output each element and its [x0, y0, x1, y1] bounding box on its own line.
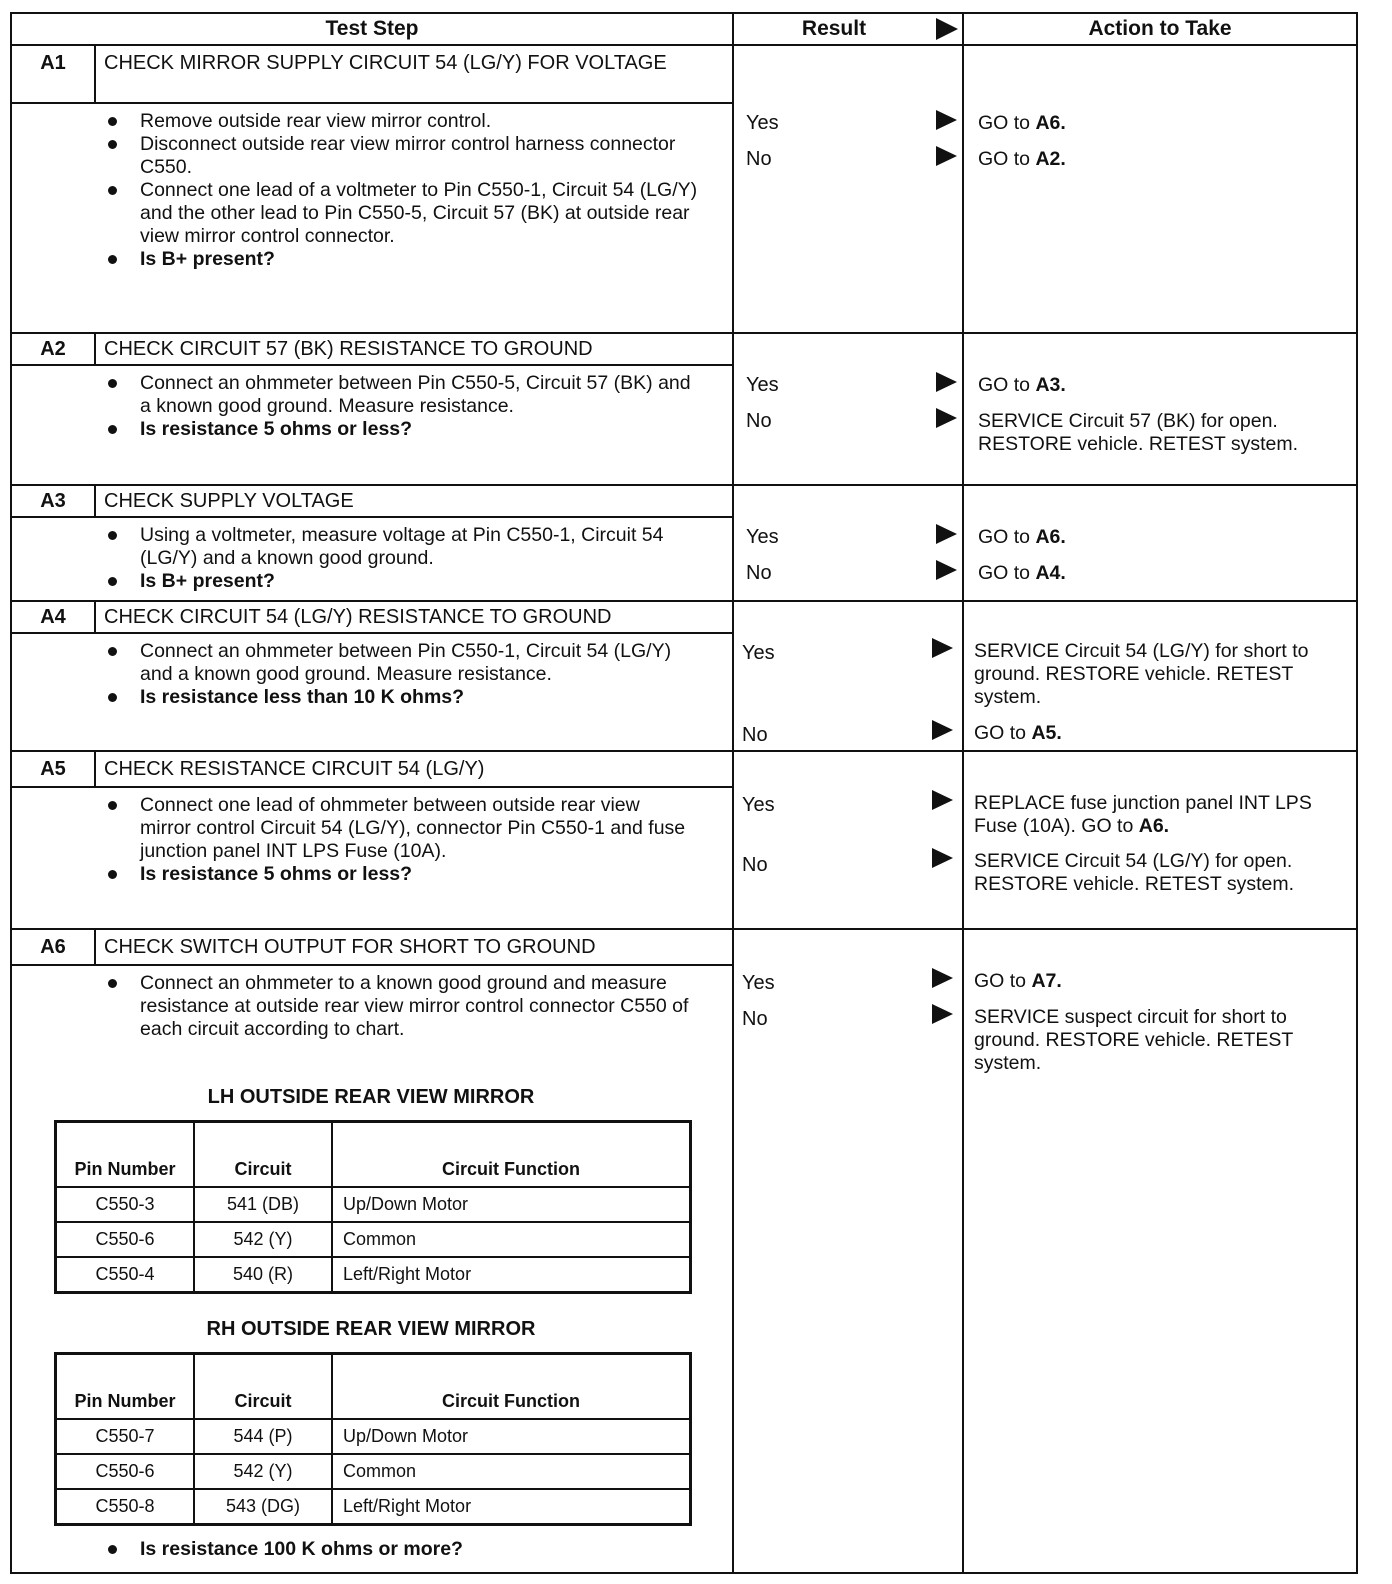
- action-yes-a2: GO to A3.: [978, 374, 1066, 396]
- title-rule-a4: [12, 632, 732, 634]
- id-divider-a6: [94, 930, 96, 966]
- step-title-a1: CHECK MIRROR SUPPLY CIRCUIT 54 (LG/Y) FOR VOLTAGE: [104, 52, 667, 74]
- bullet-a4-1: Connect an ohmmeter between Pin C550-1, Circuit 54 (LG/Y) and a known good ground. Measure resistance.: [104, 640, 704, 686]
- function-cell: Common: [332, 1222, 691, 1257]
- lh-mirror-table: [54, 1120, 692, 1294]
- step-title-a6: CHECK SWITCH OUTPUT FOR SHORT TO GROUND: [104, 936, 596, 958]
- action-no-a6: SERVICE suspect circuit for short to ground. RESTORE vehicle. RETEST system.: [974, 1006, 1293, 1074]
- bullets-a1: [104, 110, 714, 271]
- result-yes-a4: Yes: [742, 642, 775, 664]
- row-rule-a2: [12, 484, 1356, 486]
- arrow-icon: [936, 524, 957, 544]
- question-a4: Is resistance less than 10 K ohms?: [104, 686, 704, 709]
- step-title-a5: CHECK RESISTANCE CIRCUIT 54 (LG/Y): [104, 758, 485, 780]
- arrow-icon: [932, 968, 953, 988]
- function-cell: Up/Down Motor: [332, 1419, 691, 1454]
- result-no-a5: No: [742, 854, 768, 876]
- bullets-a2: [104, 372, 704, 441]
- bullets-a6: [104, 972, 704, 1041]
- arrow-icon: [936, 372, 957, 392]
- action-yes-a4: SERVICE Circuit 54 (LG/Y) for short to ground. RESTORE vehicle. RETEST system.: [974, 640, 1309, 708]
- table-row: [56, 1419, 691, 1454]
- step-id-a4: A4: [40, 606, 66, 628]
- action-yes-a1: GO to A6.: [978, 112, 1066, 134]
- table-row: [56, 1257, 691, 1293]
- step-id-a3: A3: [40, 490, 66, 512]
- col-circuit-function: Circuit Function: [332, 1354, 691, 1420]
- header-result: Result: [801, 17, 867, 40]
- title-rule-a1: [12, 102, 732, 104]
- arrow-icon: [932, 1004, 953, 1024]
- action-no-a1: GO to A2.: [978, 148, 1066, 170]
- table-row: [56, 1187, 691, 1222]
- arrow-icon: [932, 790, 953, 810]
- arrow-icon: [932, 848, 953, 868]
- circuit-cell: 542 (Y): [194, 1454, 332, 1489]
- result-yes-a2: Yes: [746, 374, 779, 396]
- step-id-a6: A6: [40, 936, 66, 958]
- action-yes-a3: GO to A6.: [978, 526, 1066, 548]
- result-yes-a3: Yes: [746, 526, 779, 548]
- arrow-icon: [932, 720, 953, 740]
- bullet-a5-1: Connect one lead of ohmmeter between outside rear view mirror control Circuit 54 (LG/Y), connector Pin C550-1 and fuse junction panel INT LPS Fuse (10A).: [104, 794, 694, 863]
- action-yes-a6: GO to A7.: [974, 970, 1062, 992]
- col-circuit: Circuit: [194, 1122, 332, 1188]
- bullets-a6-final: [104, 1538, 704, 1561]
- bullet-a3-1: Using a voltmeter, measure voltage at Pin C550-1, Circuit 54 (LG/Y) and a known good ground.: [104, 524, 714, 570]
- id-divider-a2: [94, 334, 96, 366]
- result-yes-a5: Yes: [742, 794, 775, 816]
- pin-cell: C550-6: [56, 1222, 195, 1257]
- col-circuit: Circuit: [194, 1354, 332, 1420]
- step-id-a5: A5: [40, 758, 66, 780]
- pin-cell: C550-6: [56, 1454, 195, 1489]
- header-rule: [12, 44, 1356, 46]
- circuit-cell: 541 (DB): [194, 1187, 332, 1222]
- arrow-icon: [936, 146, 957, 166]
- question-a1: Is B+ present?: [104, 248, 714, 271]
- arrow-icon: [936, 560, 957, 580]
- col-circuit-function: Circuit Function: [332, 1122, 691, 1188]
- table-row: [56, 1454, 691, 1489]
- col-pin-number: Pin Number: [56, 1122, 195, 1188]
- result-yes-a6: Yes: [742, 972, 775, 994]
- bullets-a5: [104, 794, 694, 886]
- step-id-a1: A1: [40, 52, 66, 74]
- id-divider-a5: [94, 752, 96, 788]
- rh-mirror-table: [54, 1352, 692, 1526]
- row-rule-a4: [12, 750, 1356, 752]
- id-divider-a4: [94, 602, 96, 634]
- bullets-a3: [104, 524, 714, 593]
- pin-cell: C550-3: [56, 1187, 195, 1222]
- pin-cell: C550-4: [56, 1257, 195, 1293]
- action-no-a4: GO to A5.: [974, 722, 1062, 744]
- step-title-a4: CHECK CIRCUIT 54 (LG/Y) RESISTANCE TO GROUND: [104, 606, 612, 628]
- row-rule-a3: [12, 600, 1356, 602]
- function-cell: Left/Right Motor: [332, 1489, 691, 1525]
- result-no-a1: No: [746, 148, 772, 170]
- result-no-a2: No: [746, 410, 772, 432]
- action-no-a2: SERVICE Circuit 57 (BK) for open. RESTORE vehicle. RETEST system.: [978, 410, 1299, 455]
- step-title-a3: CHECK SUPPLY VOLTAGE: [104, 490, 354, 512]
- row-rule-a1: [12, 332, 1356, 334]
- bullet-a1-2: Disconnect outside rear view mirror control harness connector C550.: [104, 133, 714, 179]
- circuit-cell: 540 (R): [194, 1257, 332, 1293]
- result-no-a6: No: [742, 1008, 768, 1030]
- col-pin-number: Pin Number: [56, 1354, 195, 1420]
- title-rule-a6: [12, 964, 732, 966]
- table-row: [56, 1222, 691, 1257]
- header-test-step: Test Step: [325, 17, 419, 40]
- header-arrow-icon: [936, 18, 958, 40]
- bullet-a1-3: Connect one lead of a voltmeter to Pin C550-1, Circuit 54 (LG/Y) and the other lead to Pin C550-5, Circuit 57 (BK) at outside rear view mirror control connector.: [104, 179, 714, 248]
- circuit-cell: 544 (P): [194, 1419, 332, 1454]
- bullets-a4: [104, 640, 704, 709]
- circuit-cell: 542 (Y): [194, 1222, 332, 1257]
- function-cell: Up/Down Motor: [332, 1187, 691, 1222]
- question-a3: Is B+ present?: [104, 570, 714, 593]
- table-row: [56, 1489, 691, 1525]
- action-no-a5: SERVICE Circuit 54 (LG/Y) for open. RESTORE vehicle. RETEST system.: [974, 850, 1295, 895]
- arrow-icon: [932, 638, 953, 658]
- bullet-a2-1: Connect an ohmmeter between Pin C550-5, Circuit 57 (BK) and a known good ground. Measure resistance.: [104, 372, 704, 418]
- action-yes-a5: REPLACE fuse junction panel INT LPS Fuse (10A). GO to A6.: [974, 792, 1312, 837]
- step-id-a2: A2: [40, 338, 66, 360]
- rh-mirror-title: RH OUTSIDE REAR VIEW MIRROR: [206, 1318, 536, 1340]
- id-divider-a3: [94, 486, 96, 518]
- function-cell: Left/Right Motor: [332, 1257, 691, 1293]
- result-column-divider: [732, 14, 734, 1572]
- pin-cell: C550-8: [56, 1489, 195, 1525]
- question-a6: Is resistance 100 K ohms or more?: [104, 1538, 704, 1561]
- pin-cell: C550-7: [56, 1419, 195, 1454]
- diagnostic-test-table: [10, 12, 1358, 1574]
- result-no-a4: No: [742, 724, 768, 746]
- step-title-a2: CHECK CIRCUIT 57 (BK) RESISTANCE TO GROUND: [104, 338, 593, 360]
- question-a5: Is resistance 5 ohms or less?: [104, 863, 694, 886]
- title-rule-a5: [12, 786, 732, 788]
- action-column-divider: [962, 14, 964, 1572]
- arrow-icon: [936, 408, 957, 428]
- row-rule-a5: [12, 928, 1356, 930]
- bullet-a1-1: Remove outside rear view mirror control.: [104, 110, 714, 133]
- lh-mirror-title: LH OUTSIDE REAR VIEW MIRROR: [207, 1086, 535, 1108]
- action-no-a3: GO to A4.: [978, 562, 1066, 584]
- result-no-a3: No: [746, 562, 772, 584]
- question-a2: Is resistance 5 ohms or less?: [104, 418, 704, 441]
- id-divider-a1: [94, 44, 96, 104]
- result-yes-a1: Yes: [746, 112, 779, 134]
- bullet-a6-1: Connect an ohmmeter to a known good ground and measure resistance at outside rear view mirror control connector C550 of each circuit according to chart.: [104, 972, 704, 1041]
- title-rule-a3: [12, 516, 732, 518]
- title-rule-a2: [12, 364, 732, 366]
- function-cell: Common: [332, 1454, 691, 1489]
- circuit-cell: 543 (DG): [194, 1489, 332, 1525]
- header-action: Action to Take: [1088, 17, 1232, 40]
- arrow-icon: [936, 110, 957, 130]
